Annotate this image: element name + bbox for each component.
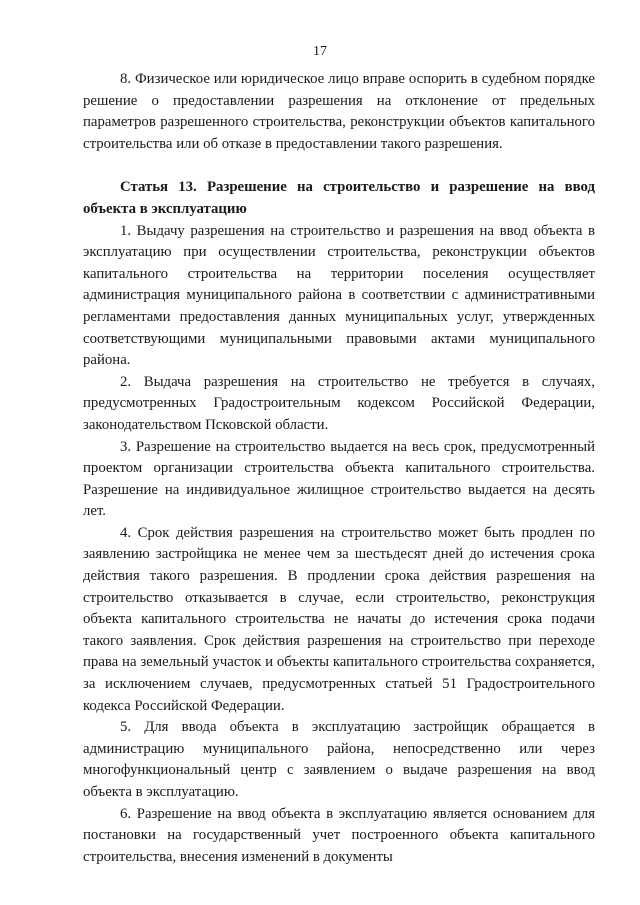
article-13-item-3: 3. Разрешение на строительство выдается на весь срок, предусмотренный проектом организации строительства объекта капитального строительства. Разрешение на индивидуальное жилищное строительство выдается на десять лет. (83, 438, 595, 520)
article-13-item-1: 1. Выдачу разрешения на строительство и разрешения на ввод объекта в эксплуатацию при осуществлении строительства, реконструкции объектов капитального строительства на территории поселения осуществляет администрация муниципального района в соответствии с административными регламентами предоставления данных муниципальных услуг, утвержденных соответствующими муниципальными правовыми актами муниципального района. (83, 222, 595, 369)
article-13-item-4: 4. Срок действия разрешения на строительство может быть продлен по заявлению застройщика не менее чем за шестьдесят дней до истечения срока действия такого разрешения. В продлении срока действия разрешения на строительство отказывается в случае, если строительство, реконструкция объекта капитального строительства не начаты до истечения срока подачи такого заявления. Срок действия разрешения на строительство при переходе права на земельный участок и объекты капитального строительства сохраняется, за исключением случаев, предусмотренных статьей 51 Градостроительного кодекса Российской Федерации. (83, 524, 595, 714)
page-number: 17 (313, 44, 327, 59)
article-13-heading: Статья 13. Разрешение на строительство и разрешение на ввод объекта в эксплуатацию (83, 179, 595, 217)
article-13-item-5: 5. Для ввода объекта в эксплуатацию застройщик обращается в администрацию муниципального района, непосредственно или через многофункциональный центр с заявлением о выдаче разрешения на ввод объекта в эксплуатацию. (83, 719, 595, 800)
paragraph-8: 8. Физическое или юридическое лицо вправе оспорить в судебном порядке решение о предоставлении разрешения на отклонение от предельных параметров разрешенного строительства, реконструкции объектов капитального строительства или об отказе в предоставлении такого разрешения. (83, 71, 595, 152)
document-body (83, 69, 595, 868)
article-13-item-2: 2. Выдача разрешения на строительство не требуется в случаях, предусмотренных Градостроительным кодексом Российской Федерации, законодательством Псковской области. (83, 373, 595, 433)
article-13-item-6: 6. Разрешение на ввод объекта в эксплуатацию является основанием для постановки на государственный учет построенного объекта капитального строительства, внесения изменений в документы (83, 805, 595, 865)
